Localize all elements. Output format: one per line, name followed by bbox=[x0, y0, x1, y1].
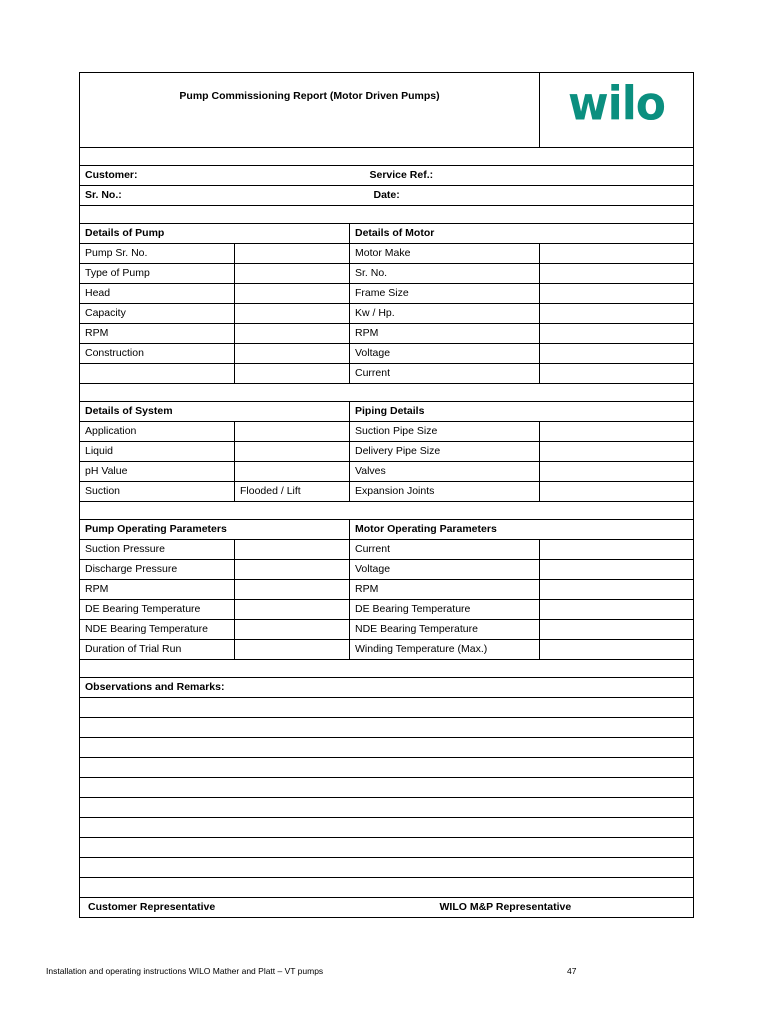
pump-motor-section bbox=[80, 224, 694, 402]
customer-label: Customer: bbox=[80, 166, 350, 186]
field-label: Sr. No. bbox=[350, 264, 540, 284]
remarks-input-line[interactable] bbox=[80, 858, 694, 878]
field-label: DE Bearing Temperature bbox=[80, 600, 235, 620]
field-label: DE Bearing Temperature bbox=[350, 600, 540, 620]
field-label: Current bbox=[350, 364, 540, 384]
form-row bbox=[80, 580, 694, 600]
field-value[interactable] bbox=[540, 284, 694, 304]
field-value[interactable] bbox=[235, 244, 350, 264]
remarks-line bbox=[80, 698, 694, 718]
field-value[interactable] bbox=[235, 324, 350, 344]
field-label: Valves bbox=[350, 462, 540, 482]
field-label: pH Value bbox=[80, 462, 235, 482]
section-heading-row bbox=[80, 402, 694, 422]
field-value[interactable] bbox=[235, 540, 350, 560]
spacer-row bbox=[80, 660, 694, 678]
sr-no-label: Sr. No.: bbox=[80, 186, 350, 206]
section-heading: Piping Details bbox=[350, 402, 694, 422]
field-value[interactable] bbox=[540, 442, 694, 462]
field-label: Frame Size bbox=[350, 284, 540, 304]
remarks-line bbox=[80, 838, 694, 858]
field-value[interactable] bbox=[540, 540, 694, 560]
report-header-row bbox=[80, 73, 694, 148]
footer-page-number: 47 bbox=[567, 966, 577, 976]
field-value[interactable] bbox=[540, 640, 694, 660]
spacer-row bbox=[80, 502, 694, 520]
remarks-input-line[interactable] bbox=[80, 838, 694, 858]
field-label: Application bbox=[80, 422, 235, 442]
field-label: Type of Pump bbox=[80, 264, 235, 284]
field-label: Discharge Pressure bbox=[80, 560, 235, 580]
field-value[interactable] bbox=[235, 560, 350, 580]
field-value[interactable] bbox=[540, 620, 694, 640]
field-value[interactable] bbox=[540, 264, 694, 284]
field-label: Suction bbox=[80, 482, 235, 502]
field-value[interactable] bbox=[235, 620, 350, 640]
form-row bbox=[80, 304, 694, 324]
field-label: Voltage bbox=[350, 560, 540, 580]
form-row bbox=[80, 462, 694, 482]
form-row bbox=[80, 540, 694, 560]
remarks-lines bbox=[80, 698, 694, 898]
footer-document-title: Installation and operating instructions WILO Mather and Platt – VT pumps bbox=[46, 966, 324, 976]
field-label: Head bbox=[80, 284, 235, 304]
field-label: Kw / Hp. bbox=[350, 304, 540, 324]
section-heading: Details of Pump bbox=[80, 224, 350, 244]
field-value[interactable] bbox=[235, 304, 350, 324]
field-label: Expansion Joints bbox=[350, 482, 540, 502]
field-value[interactable] bbox=[540, 324, 694, 344]
remarks-line bbox=[80, 858, 694, 878]
remarks-line bbox=[80, 758, 694, 778]
form-row bbox=[80, 364, 694, 384]
field-label: Delivery Pipe Size bbox=[350, 442, 540, 462]
field-value[interactable] bbox=[540, 422, 694, 442]
field-value[interactable] bbox=[235, 442, 350, 462]
remarks-line bbox=[80, 738, 694, 758]
field-label: RPM bbox=[350, 324, 540, 344]
field-value bbox=[235, 364, 350, 384]
spacer-cell bbox=[80, 502, 694, 520]
wilo-representative-label: WILO M&P Representative bbox=[350, 898, 694, 918]
field-label: NDE Bearing Temperature bbox=[80, 620, 235, 640]
field-label: Construction bbox=[80, 344, 235, 364]
field-label: Capacity bbox=[80, 304, 235, 324]
customer-row bbox=[80, 166, 694, 186]
remarks-input-line[interactable] bbox=[80, 818, 694, 838]
field-value[interactable] bbox=[540, 600, 694, 620]
report-title: Pump Commissioning Report (Motor Driven Pumps) bbox=[80, 73, 540, 148]
remarks-input-line[interactable] bbox=[80, 718, 694, 738]
remarks-input-line[interactable] bbox=[80, 878, 694, 898]
system-piping-section bbox=[80, 402, 694, 520]
remarks-input-line[interactable] bbox=[80, 738, 694, 758]
spacer-row bbox=[80, 384, 694, 402]
form-row bbox=[80, 482, 694, 502]
spacer-row bbox=[80, 206, 694, 224]
form-row bbox=[80, 640, 694, 660]
field-label: Duration of Trial Run bbox=[80, 640, 235, 660]
operating-parameters-section bbox=[80, 520, 694, 678]
section-heading: Details of System bbox=[80, 402, 350, 422]
field-value[interactable] bbox=[235, 422, 350, 442]
remarks-line bbox=[80, 818, 694, 838]
field-value[interactable]: Flooded / Lift bbox=[235, 482, 350, 502]
form-row bbox=[80, 422, 694, 442]
field-value[interactable] bbox=[540, 560, 694, 580]
field-value[interactable] bbox=[235, 640, 350, 660]
remarks-heading: Observations and Remarks: bbox=[80, 678, 694, 698]
field-value[interactable] bbox=[540, 482, 694, 502]
field-value[interactable] bbox=[540, 304, 694, 324]
form-row bbox=[80, 560, 694, 580]
remarks-line bbox=[80, 878, 694, 898]
field-label: Winding Temperature (Max.) bbox=[350, 640, 540, 660]
section-heading-row bbox=[80, 520, 694, 540]
form-row bbox=[80, 600, 694, 620]
remarks-line bbox=[80, 718, 694, 738]
sr-no-date-row bbox=[80, 186, 694, 206]
field-value[interactable] bbox=[235, 580, 350, 600]
section-heading-row bbox=[80, 224, 694, 244]
field-label: RPM bbox=[80, 580, 235, 600]
section-heading: Details of Motor bbox=[350, 224, 694, 244]
field-value[interactable] bbox=[540, 462, 694, 482]
commissioning-report-form bbox=[79, 72, 694, 918]
field-value[interactable] bbox=[235, 264, 350, 284]
form-row bbox=[80, 244, 694, 264]
field-label: Voltage bbox=[350, 344, 540, 364]
field-value[interactable] bbox=[235, 284, 350, 304]
field-label: RPM bbox=[350, 580, 540, 600]
field-label: NDE Bearing Temperature bbox=[350, 620, 540, 640]
customer-representative-label: Customer Representative bbox=[80, 898, 350, 918]
remarks-line bbox=[80, 798, 694, 818]
date-label: Date: bbox=[350, 186, 694, 206]
field-label bbox=[80, 364, 235, 384]
spacer-cell bbox=[80, 384, 694, 402]
remarks-heading-row bbox=[80, 678, 694, 698]
form-row bbox=[80, 344, 694, 364]
form-row bbox=[80, 620, 694, 640]
field-value[interactable] bbox=[235, 600, 350, 620]
field-label: Pump Sr. No. bbox=[80, 244, 235, 264]
remarks-input-line[interactable] bbox=[80, 758, 694, 778]
field-value[interactable] bbox=[540, 244, 694, 264]
form-row bbox=[80, 264, 694, 284]
form-row bbox=[80, 442, 694, 462]
remarks-input-line[interactable] bbox=[80, 778, 694, 798]
field-label: Liquid bbox=[80, 442, 235, 462]
signature-row bbox=[80, 898, 694, 918]
field-value[interactable] bbox=[540, 364, 694, 384]
wilo-logo: wilo bbox=[540, 73, 694, 148]
section-heading: Motor Operating Parameters bbox=[350, 520, 694, 540]
field-value[interactable] bbox=[235, 462, 350, 482]
field-label: Suction Pressure bbox=[80, 540, 235, 560]
field-value[interactable] bbox=[540, 580, 694, 600]
remarks-line bbox=[80, 778, 694, 798]
field-value[interactable] bbox=[540, 344, 694, 364]
field-label: Current bbox=[350, 540, 540, 560]
form-row bbox=[80, 324, 694, 344]
field-value[interactable] bbox=[235, 344, 350, 364]
field-label: Suction Pipe Size bbox=[350, 422, 540, 442]
section-heading: Pump Operating Parameters bbox=[80, 520, 350, 540]
form-row bbox=[80, 284, 694, 304]
service-ref-label: Service Ref.: bbox=[350, 166, 694, 186]
field-label: RPM bbox=[80, 324, 235, 344]
field-label: Motor Make bbox=[350, 244, 540, 264]
spacer-row bbox=[80, 148, 694, 166]
remarks-input-line[interactable] bbox=[80, 798, 694, 818]
spacer-cell bbox=[80, 660, 694, 678]
remarks-input-line[interactable] bbox=[80, 698, 694, 718]
